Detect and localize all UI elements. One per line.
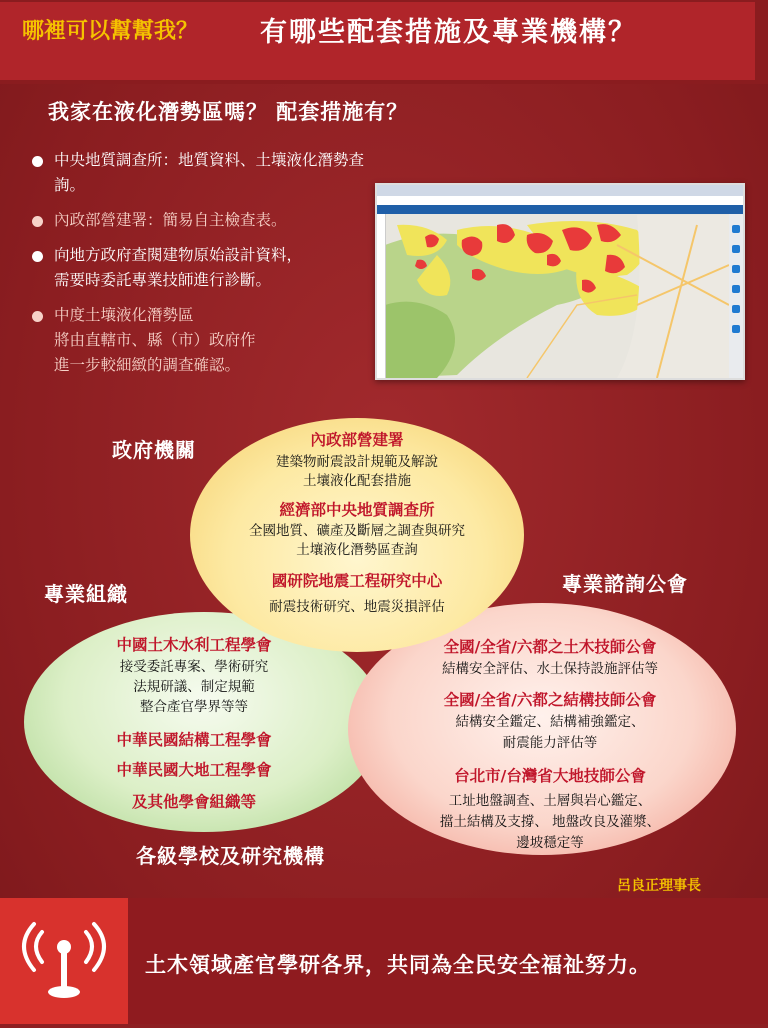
org-desc: 整合產官學界等等 [140, 699, 248, 715]
org-name: 台北市/台灣省大地技師公會 [454, 767, 646, 785]
org-desc: 結構安全評估、水土保持設施評估等 [442, 661, 658, 677]
bullet-dot-icon [32, 311, 43, 322]
bullet-item [30, 303, 390, 378]
org-desc: 邊坡穩定等 [516, 835, 584, 851]
org-name: 中華民國大地工程學會 [116, 761, 272, 779]
org-desc: 土壤液化配套措施 [303, 473, 411, 489]
bullet-line: 中央地質調查所：地質資料、土壤液化潛勢查詢。 [54, 151, 365, 194]
org-desc: 接受委託專案、學術研究 [119, 659, 269, 675]
bullet-line: 內政部營建署：簡易自主檢查表。 [54, 211, 287, 229]
org-name: 內政部營建署 [310, 431, 404, 449]
org-desc: 建築物耐震設計規範及解說 [276, 454, 438, 470]
subtitle: 我家在液化潛勢區嗎？ 配套措施有？ [48, 100, 409, 124]
bullet-line: 中度土壤液化潛勢區 [54, 306, 194, 324]
org-name: 中華民國結構工程學會 [116, 731, 272, 749]
org-name: 全國/全省/六都之土木技師公會 [443, 638, 657, 656]
group-label-professional-org: 專業組織 [44, 582, 128, 606]
bullet-line: 向地方政府查閱建物原始設計資料， [54, 246, 303, 264]
liquefaction-map-screenshot [375, 183, 745, 380]
bullet-item [30, 208, 390, 233]
org-name: 中國土木水利工程學會 [116, 636, 272, 654]
map-left-panel [377, 214, 386, 378]
org-desc: 擋土結構及支撐、 地盤改良及灌漿、 [439, 814, 661, 830]
org-name: 及其他學會組織等 [131, 793, 256, 811]
header [0, 0, 768, 84]
map-right-toolbar [729, 214, 743, 378]
org-name: 全國/全省/六都之結構技師公會 [443, 691, 657, 709]
bullet-dot-icon [32, 251, 43, 262]
bullet-item [30, 243, 390, 293]
org-desc: 土壤液化潛勢區查詢 [296, 542, 418, 558]
header-question-help: 哪裡可以幫幫我？ [22, 19, 199, 44]
map-image [377, 185, 743, 378]
group-label-government: 政府機關 [112, 438, 196, 462]
map-tool-button [732, 285, 740, 293]
org-desc: 工址地盤調查、土層與岩心鑑定、 [448, 793, 652, 809]
group-label-consulting: 專業諮詢公會 [562, 572, 688, 596]
bullet-item [30, 148, 390, 198]
antenna-icon [0, 898, 128, 1024]
map-tool-button [732, 325, 740, 333]
map-tool-button [732, 245, 740, 253]
bullet-line: 將由直轄市、縣（市）政府作 [54, 331, 256, 349]
org-desc: 耐震能力評估等 [502, 735, 598, 751]
header-question-measures: 有哪些配套措施及專業機構？ [260, 17, 637, 48]
org-name: 經濟部中央地質調查所 [279, 501, 435, 519]
org-desc: 法規研議、制定規範 [133, 679, 255, 695]
bullet-dot-icon [32, 216, 43, 227]
footer-slogan: 土木領域產官學研各界，共同為全民安全福祉努力。 [145, 953, 651, 977]
org-desc: 結構安全鑑定、結構補強鑑定、 [455, 714, 645, 730]
org-desc: 全國地質、礦產及斷層之調查與研究 [249, 523, 465, 539]
footer-icon-panel [0, 898, 128, 1024]
map-tool-button [732, 265, 740, 273]
org-desc: 耐震技術研究、地震災損評估 [269, 599, 445, 615]
bullet-list [30, 148, 390, 388]
bullet-dot-icon [32, 156, 43, 167]
bullet-line: 需要時委託專業技師進行診斷。 [54, 271, 272, 289]
group-label-schools: 各級學校及研究機構 [136, 844, 325, 868]
org-name: 國研院地震工程研究中心 [271, 572, 443, 590]
map-tool-button [732, 225, 740, 233]
bullet-line: 進一步較細緻的調查確認。 [54, 356, 241, 374]
map-tool-button [732, 305, 740, 313]
chair-signature: 呂良正理事長 [617, 878, 701, 894]
